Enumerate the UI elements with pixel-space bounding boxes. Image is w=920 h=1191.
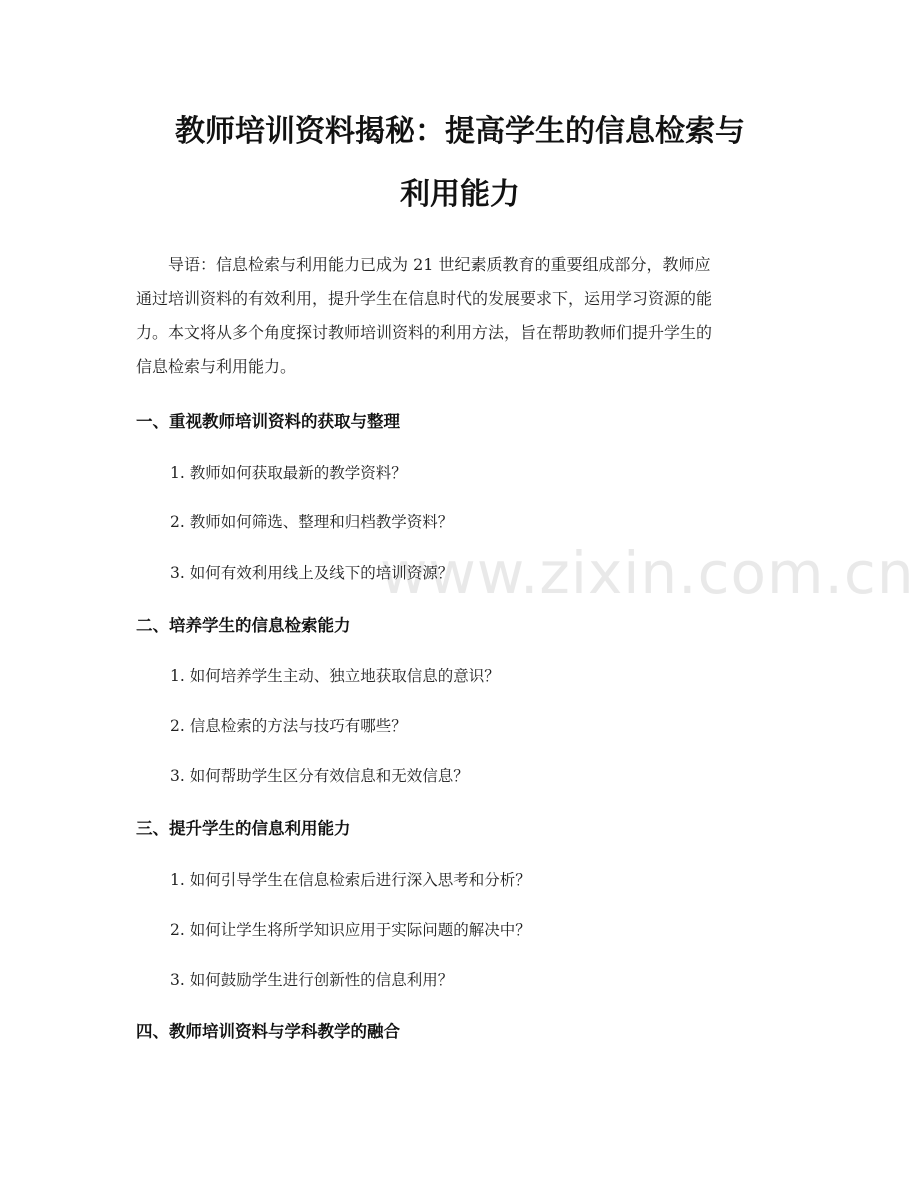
intro-line-4: 信息检索与利用能力。 xyxy=(136,357,297,376)
intro-line-2: 通过培训资料的有效利用，提升学生在信息时代的发展要求下，运用学习资源的能 xyxy=(136,289,713,308)
section-heading-3: 三、提升学生的信息利用能力 xyxy=(136,819,351,838)
section-heading-1: 一、重视教师培训资料的获取与整理 xyxy=(136,412,400,431)
section-3-item-1: 1. 如何引导学生在信息检索后进行深入思考和分析？ xyxy=(170,871,531,889)
section-3-item-3: 3. 如何鼓励学生进行创新性的信息利用？ xyxy=(170,971,454,989)
intro-line-1: 导语：信息检索与利用能力已成为 21 世纪素质教育的重要组成部分，教师应 xyxy=(168,255,711,274)
section-2-item-2: 2. 信息检索的方法与技巧有哪些？ xyxy=(170,717,407,735)
document-title-line-1: 教师培训资料揭秘：提高学生的信息检索与 xyxy=(175,114,745,149)
section-1-item-2: 2. 教师如何筛选、整理和归档教学资料？ xyxy=(170,513,454,531)
section-heading-2: 二、培养学生的信息检索能力 xyxy=(136,616,351,635)
document-title-line-2: 利用能力 xyxy=(400,177,520,212)
section-heading-4: 四、教师培训资料与学科教学的融合 xyxy=(136,1022,400,1041)
intro-line-3: 力。本文将从多个角度探讨教师培训资料的利用方法，旨在帮助教师们提升学生的 xyxy=(136,323,713,342)
section-3-item-2: 2. 如何让学生将所学知识应用于实际问题的解决中？ xyxy=(170,921,531,939)
section-2-item-1: 1. 如何培养学生主动、独立地获取信息的意识？ xyxy=(170,667,500,685)
section-2-item-3: 3. 如何帮助学生区分有效信息和无效信息？ xyxy=(170,767,469,785)
section-1-item-3: 3. 如何有效利用线上及线下的培训资源？ xyxy=(170,564,454,582)
section-1-item-1: 1. 教师如何获取最新的教学资料？ xyxy=(170,464,407,482)
watermark: www.zixin.com.cn xyxy=(380,539,915,607)
